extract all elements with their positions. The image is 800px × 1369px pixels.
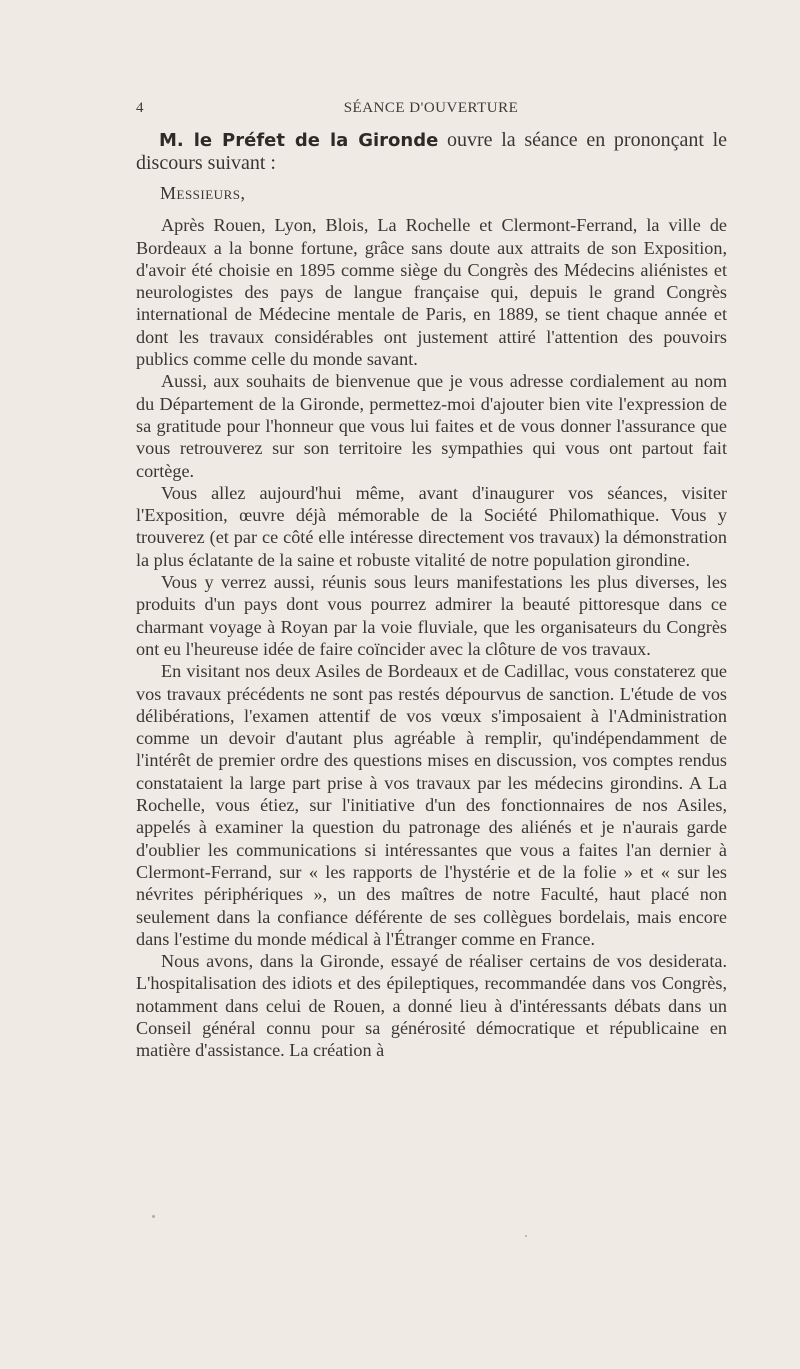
paragraph-1: Après Rouen, Lyon, Blois, La Rochelle et Clermont-Ferrand, la ville de Bordeaux a la bonne fortune, grâce sans doute aux attraits de son Exposition, d'avoir été choisie en 1895 comme siège du Congrès des Médecins aliénistes et neurologistes des pays de langue française qui, depuis le grand Congrès international de Médecine mentale de Paris, en 1889, se tient chaque année et dont les travaux considérables ont justement attiré l'attention des pouvoirs publics comme celle du monde savant. [136, 215, 727, 370]
paper-speck [525, 1235, 527, 1237]
speaker-name: M. le Préfet de la Gironde [159, 130, 439, 151]
page-number: 4 [136, 100, 144, 116]
opening-paragraph [136, 129, 727, 174]
running-title: SÉANCE D'OUVERTURE [343, 100, 519, 116]
paragraph-5: En visitant nos deux Asiles de Bordeaux et de Cadillac, vous constaterez que vos travaux précédents ne sont pas restés dépourvus de sanction. L'étude de vos délibérations, l'examen attentif de vos vœux s'imposaient à l'Administration comme un devoir d'autant plus agréable à remplir, qu'indépendamment de l'intérêt de premier ordre des questions mises en discussion, vos comptes rendus constataient la large part prise à vos travaux par les médecins girondins. A La Rochelle, vous étiez, sur l'initiative d'un des fonctionnaires de nos Asiles, appelés à examiner la question du patronage des aliénés et je n'aurais garde d'oublier les communications si intéressantes que vous a faites l'an dernier à Clermont-Ferrand, sur « les rapports de l'hystérie et de la folie » et « sur les névrites périphériques », un des maîtres de notre Faculté, haut placé non seulement dans la confiance déférente de ses collègues bordelais, mais encore dans l'estime du monde médical à l'Étranger comme en France. [136, 661, 727, 949]
page-header [136, 100, 726, 120]
paper-speck [152, 1215, 155, 1218]
paragraph-4: Vous y verrez aussi, réunis sous leurs manifestations les plus diverses, les produits d'un pays dont vous pourrez admirer la beauté pittoresque dans ce charmant voyage à Royan par la voie fluviale, que les organisateurs du Congrès ont eu l'heureuse idée de faire coïncider avec la clôture de vos travaux. [136, 572, 727, 659]
paragraph-2: Aussi, aux souhaits de bienvenue que je vous adresse cordialement au nom du Département de la Gironde, permettez-moi d'ajouter bien vite l'expression de sa gratitude pour l'honneur que vous lui faites et de vous donner l'assurance que vous retrouverez sur son territoire les sympathies qui vous ont partout fait cortège. [136, 371, 727, 481]
opening-text: ouvre la séance en prononçant le discours suivant : [136, 129, 727, 174]
paragraph-3: Vous allez aujourd'hui même, avant d'inaugurer vos séances, visiter l'Exposition, œuvre déjà mémorable de la Société Philomathique. Vous y trouverez (et par ce côté elle intéresse directement vos travaux) la démonstration la plus éclatante de la saine et robuste vitalité de notre population girondine. [136, 482, 727, 570]
paragraph-6: Nous avons, dans la Gironde, essayé de réaliser certains de vos desiderata. L'hospitalisation des idiots et des épileptiques, recommandée dans vos Congrès, notamment dans celui de Rouen, a donné lieu à d'intéressants débats dans un Conseil général connu pour sa générosité démocratique et républicaine en matière d'assistance. La création à [136, 951, 727, 1061]
page-body [136, 129, 727, 1062]
salutation: Messieurs, [160, 183, 246, 203]
